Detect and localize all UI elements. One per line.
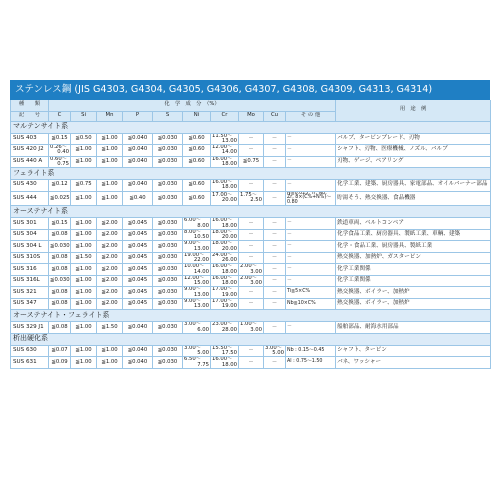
element-header: Mn: [97, 111, 123, 121]
si-cell: ≦1.00: [71, 156, 97, 168]
grade-cell: SUS 631: [11, 357, 49, 369]
cr-cell: 16.00～ 18.00: [212, 217, 237, 229]
cr-cell: 12.00～ 14.00: [212, 144, 237, 156]
cr-cell: 16.00～ 18.00: [212, 156, 237, 167]
cr-cell: 16.00～ 18.00: [212, 356, 237, 368]
p-cell: ≦0.045: [123, 287, 153, 299]
cu-cell: －: [264, 357, 286, 369]
cu-cell: －: [264, 180, 286, 192]
category-label: オーステナイト系: [11, 206, 491, 218]
category-row: [11, 310, 491, 322]
si-cell: ≦1.00: [71, 191, 97, 206]
s-cell: ≦0.030: [153, 298, 183, 310]
use-cell: シャフト、タービン: [336, 345, 491, 357]
grade-cell: SUS 403: [11, 133, 49, 145]
mn-cell: ≦1.00: [97, 357, 123, 369]
s-cell: ≦0.030: [153, 145, 183, 157]
c-cell: ≦0.030: [49, 241, 71, 253]
grade-cell: SUS 316: [11, 264, 49, 276]
category-row: [11, 168, 491, 180]
mn-cell: ≦2.00: [97, 229, 123, 241]
category-label: フェライト系: [11, 168, 491, 180]
page-title: ステンレス鋼 (JIS G4303, G4304, G4305, G4306, G4307, G4308, G4309, G4313, G4314): [10, 80, 490, 100]
p-cell: ≦0.045: [123, 241, 153, 253]
ni-cell: 6.50～ 7.75: [184, 356, 209, 368]
cu-cell: －: [264, 229, 286, 241]
other-cell: －: [286, 252, 336, 264]
use-cell: 貯湯そう、熱交換器、食品機器: [336, 191, 491, 206]
c-cell: ≦0.08: [49, 298, 71, 310]
element-header: P: [123, 111, 153, 121]
si-cell: ≦0.75: [71, 180, 97, 192]
ni-cell: 12.00～ 15.00: [184, 275, 209, 287]
cr-cell: 11.50～ 13.00: [212, 133, 237, 144]
stainless-steel-sheet: [10, 80, 490, 369]
other-cell: －: [286, 229, 336, 241]
use-cell: 化学・食品工業、厨房器具、製紙工業: [336, 241, 491, 253]
ni-cell: 19.00～ 22.00: [184, 252, 209, 264]
grade-cell: SUS 304: [11, 229, 49, 241]
mo-cell: －: [239, 133, 264, 145]
p-cell: ≦0.045: [123, 264, 153, 276]
p-cell: ≦0.045: [123, 275, 153, 287]
mo-cell: －: [239, 345, 264, 357]
mo-cell: －: [239, 252, 264, 264]
ni-cell: 6.00～ 8.00: [184, 217, 209, 229]
grade-cell: SUS 316L: [11, 275, 49, 287]
table-row: [11, 229, 491, 241]
mo-cell: 1.75～ 2.50: [239, 191, 264, 206]
element-header: S: [153, 111, 183, 121]
use-header: 用 途 例: [336, 100, 491, 121]
ni-cell: ≦0.60: [183, 180, 211, 192]
grade-cell: SUS 430: [11, 180, 49, 192]
table-row: [11, 264, 491, 276]
table-row: [11, 145, 491, 157]
si-cell: ≦1.00: [71, 345, 97, 357]
grade-cell: SUS 321: [11, 287, 49, 299]
s-cell: ≦0.030: [153, 322, 183, 334]
si-cell: ≦1.00: [71, 264, 97, 276]
c-cell: ≦0.09: [49, 357, 71, 369]
cr-cell: 18.00～ 20.00: [212, 240, 237, 252]
ni-cell: 3.00～ 6.00: [184, 321, 209, 333]
cu-cell: －: [264, 298, 286, 310]
p-cell: ≦0.40: [123, 191, 153, 206]
mo-cell: －: [239, 241, 264, 253]
cr-cell: 17.00～ 20.00: [211, 191, 239, 206]
grade-cell: SUS 630: [11, 345, 49, 357]
p-cell: ≦0.040: [123, 322, 153, 334]
mn-cell: ≦1.50: [97, 322, 123, 334]
grade-cell: SUS 301: [11, 218, 49, 230]
ni-cell: 9.00～ 13.00: [184, 286, 209, 298]
element-header: Si: [71, 111, 97, 121]
mn-cell: ≦2.00: [97, 218, 123, 230]
si-cell: ≦1.00: [71, 322, 97, 334]
si-cell: ≦1.00: [71, 357, 97, 369]
use-cell: 鉄道車両、ベルトコンベア: [336, 218, 491, 230]
mo-cell: －: [239, 287, 264, 299]
table-row: [11, 275, 491, 287]
s-cell: ≦0.030: [153, 241, 183, 253]
other-cell: Nb : 0.15～0.45: [286, 345, 336, 357]
cu-cell: －: [264, 241, 286, 253]
ni-cell: 9.00～ 13.00: [184, 240, 209, 252]
use-cell: 船舶部品、耐海水用部品: [336, 322, 491, 334]
grade-cell: SUS 444: [11, 191, 49, 206]
p-cell: ≦0.040: [123, 357, 153, 369]
s-cell: ≦0.030: [153, 264, 183, 276]
ni-cell: 9.00～ 13.00: [184, 298, 209, 310]
c-cell: ≦0.08: [49, 287, 71, 299]
cr-cell: 16.00～ 18.00: [212, 263, 237, 275]
mo-cell: －: [239, 298, 264, 310]
cu-cell: －: [264, 191, 286, 206]
composition-table-body: [11, 121, 491, 368]
p-cell: ≦0.045: [123, 252, 153, 264]
si-cell: ≦1.00: [71, 145, 97, 157]
s-cell: ≦0.030: [153, 287, 183, 299]
c-cell: ≦0.15: [49, 218, 71, 230]
c-cell: ≦0.030: [49, 275, 71, 287]
element-header: Mo: [239, 111, 264, 121]
si-cell: ≦1.00: [71, 241, 97, 253]
category-row: [11, 206, 491, 218]
si-cell: ≦1.50: [71, 252, 97, 264]
category-row: [11, 333, 491, 345]
p-cell: ≦0.045: [123, 218, 153, 230]
mo-cell: 1.00～ 3.00: [240, 321, 262, 333]
p-cell: ≦0.040: [123, 133, 153, 145]
ni-cell: ≦0.60: [183, 145, 211, 157]
element-header: そ の 他: [286, 111, 336, 121]
si-cell: ≦1.00: [71, 298, 97, 310]
ni-cell: 10.00～ 14.00: [184, 263, 209, 275]
cu-cell: －: [264, 145, 286, 157]
mn-cell: ≦1.00: [97, 145, 123, 157]
ni-cell: 8.00～ 10.50: [184, 229, 209, 241]
category-label: オーステナイト・フェライト系: [11, 310, 491, 322]
element-header: Cr: [211, 111, 239, 121]
si-cell: ≦1.00: [71, 287, 97, 299]
use-cell: 熱交換器、加熱炉、ガスターピン: [336, 252, 491, 264]
grade-cell: SUS 304 L: [11, 241, 49, 253]
s-cell: ≦0.030: [153, 275, 183, 287]
ni-cell: ≦0.60: [183, 133, 211, 145]
s-cell: ≦0.030: [153, 357, 183, 369]
mo-cell: －: [239, 229, 264, 241]
p-cell: ≦0.045: [123, 298, 153, 310]
use-cell: 刃物、ゲージ、ベアリング: [336, 156, 491, 168]
cu-cell: －: [264, 252, 286, 264]
s-cell: ≦0.030: [153, 229, 183, 241]
table-row: [11, 252, 491, 264]
cu-cell: －: [264, 156, 286, 168]
cr-cell: 17.00～ 19.00: [212, 286, 237, 298]
other-cell: －: [286, 180, 336, 192]
c-cell: ≦0.15: [49, 133, 71, 145]
s-cell: ≦0.030: [153, 180, 183, 192]
table-row: [11, 191, 491, 206]
table-row: [11, 298, 491, 310]
element-header: Cu: [264, 111, 286, 121]
element-header: C: [49, 111, 71, 121]
cu-cell: －: [264, 218, 286, 230]
other-cell: －: [286, 241, 336, 253]
category-label: 析出硬化系: [11, 333, 491, 345]
mo-cell: －: [239, 145, 264, 157]
cr-cell: 16.00～ 18.00: [212, 179, 237, 191]
use-cell: 化学工業関係: [336, 275, 491, 287]
cu-cell: －: [264, 322, 286, 334]
cu-cell: －: [264, 264, 286, 276]
c-cell: 0.26～ 0.40: [50, 144, 69, 156]
s-cell: ≦0.030: [153, 218, 183, 230]
s-cell: ≦0.030: [153, 252, 183, 264]
c-cell: ≦0.08: [49, 252, 71, 264]
use-cell: 化学工業、建築、厨房器具、家電部品、オイルバーナー部品: [336, 180, 491, 192]
grade-cell: SUS 420 J2: [11, 145, 49, 157]
grade-cell: SUS 329 J1: [11, 322, 49, 334]
other-cell: －: [286, 156, 336, 168]
mn-cell: ≦2.00: [97, 275, 123, 287]
table-row: [11, 133, 491, 145]
cr-cell: 24.00～ 26.00: [212, 252, 237, 264]
table-row: [11, 156, 491, 168]
c-cell: ≦0.025: [49, 191, 71, 206]
cr-cell: 23.00～ 28.00: [212, 321, 237, 333]
c-cell: ≦0.12: [49, 180, 71, 192]
mo-cell: ≦0.75: [239, 156, 264, 168]
s-cell: ≦0.030: [153, 156, 183, 168]
mo-cell: 2.00～ 3.00: [240, 275, 262, 287]
grade-cell: SUS 310S: [11, 252, 49, 264]
use-cell: 化学工業関係: [336, 264, 491, 276]
use-cell: 熱交換器、ボイラー、加熱炉: [336, 287, 491, 299]
p-cell: ≦0.040: [123, 345, 153, 357]
use-cell: 熱交換器、ボイラー、加熱炉: [336, 298, 491, 310]
other-cell: －: [286, 264, 336, 276]
other-cell: －: [286, 275, 336, 287]
mo-cell: －: [239, 218, 264, 230]
cr-cell: 18.00～ 20.00: [212, 229, 237, 241]
p-cell: ≦0.040: [123, 156, 153, 168]
mo-cell: －: [239, 357, 264, 369]
cr-cell: 16.00～ 18.00: [212, 275, 237, 287]
c-cell: ≦0.08: [49, 229, 71, 241]
other-cell: N≦0.025, Ti, Nb, Zr, 8×(C%+N%)～0.80: [286, 191, 336, 206]
mn-cell: ≦2.00: [97, 298, 123, 310]
use-cell: シャフト、刃物、医療機械、ノズル、バルブ: [336, 145, 491, 157]
other-cell: Ti≧5×C%: [286, 287, 336, 299]
c-cell: ≦0.08: [49, 322, 71, 334]
ni-cell: 3.00～ 5.00: [184, 345, 209, 357]
mn-cell: ≦1.00: [97, 180, 123, 192]
cu-cell: －: [264, 287, 286, 299]
p-cell: ≦0.040: [123, 180, 153, 192]
cu-cell: －: [264, 133, 286, 145]
s-cell: ≦0.030: [153, 191, 183, 206]
ni-cell: ≦0.60: [183, 156, 211, 168]
p-cell: ≦0.045: [123, 229, 153, 241]
mn-cell: ≦1.00: [97, 133, 123, 145]
grade-header-bottom: 記 号: [11, 111, 49, 121]
table-row: [11, 357, 491, 369]
composition-table: [10, 100, 491, 369]
c-cell: ≦0.08: [49, 264, 71, 276]
grade-cell: SUS 440 A: [11, 156, 49, 168]
element-header: Ni: [183, 111, 211, 121]
other-cell: －: [286, 145, 336, 157]
mo-cell: 2.00～ 3.00: [240, 263, 262, 275]
ni-cell: ≦0.60: [183, 191, 211, 206]
use-cell: バネ、ワッシャー: [336, 357, 491, 369]
table-row: [11, 241, 491, 253]
grade-cell: SUS 347: [11, 298, 49, 310]
si-cell: ≦1.00: [71, 229, 97, 241]
chem-header: 化 学 成 分 （%）: [49, 100, 336, 111]
cu-cell: －: [264, 275, 286, 287]
grade-header-top: 種 類: [11, 100, 49, 111]
other-cell: －: [286, 133, 336, 145]
si-cell: ≦1.00: [71, 275, 97, 287]
other-cell: Nb≧10×C%: [286, 298, 336, 310]
mn-cell: ≦2.00: [97, 252, 123, 264]
c-cell: ≦0.07: [49, 345, 71, 357]
cr-cell: 15.50～ 17.50: [212, 345, 237, 357]
mo-cell: －: [239, 180, 264, 192]
cr-cell: 17.00～ 19.00: [212, 298, 237, 310]
si-cell: ≦1.00: [71, 218, 97, 230]
mn-cell: ≦2.00: [97, 287, 123, 299]
mn-cell: ≦2.00: [97, 264, 123, 276]
other-cell: －: [286, 218, 336, 230]
table-row: [11, 287, 491, 299]
category-label: マルテンサイト系: [11, 121, 491, 133]
table-row: [11, 345, 491, 357]
other-cell: －: [286, 322, 336, 334]
category-row: [11, 121, 491, 133]
table-row: [11, 218, 491, 230]
use-cell: バルブ、タービンブレード、刃物: [336, 133, 491, 145]
p-cell: ≦0.040: [123, 145, 153, 157]
other-cell: Al : 0.75～1.50: [286, 357, 336, 369]
mn-cell: ≦1.00: [97, 345, 123, 357]
cu-cell: 3.00～ 5.00: [265, 345, 284, 357]
si-cell: ≦0.50: [71, 133, 97, 145]
c-cell: 0.60～ 0.75: [50, 156, 69, 167]
mn-cell: ≦1.00: [97, 156, 123, 168]
mn-cell: ≦1.00: [97, 191, 123, 206]
table-row: [11, 322, 491, 334]
s-cell: ≦0.030: [153, 345, 183, 357]
use-cell: 化学食品工業、厨房器具、製紙工業、車輌、建築: [336, 229, 491, 241]
s-cell: ≦0.030: [153, 133, 183, 145]
mn-cell: ≦2.00: [97, 241, 123, 253]
table-row: [11, 180, 491, 192]
